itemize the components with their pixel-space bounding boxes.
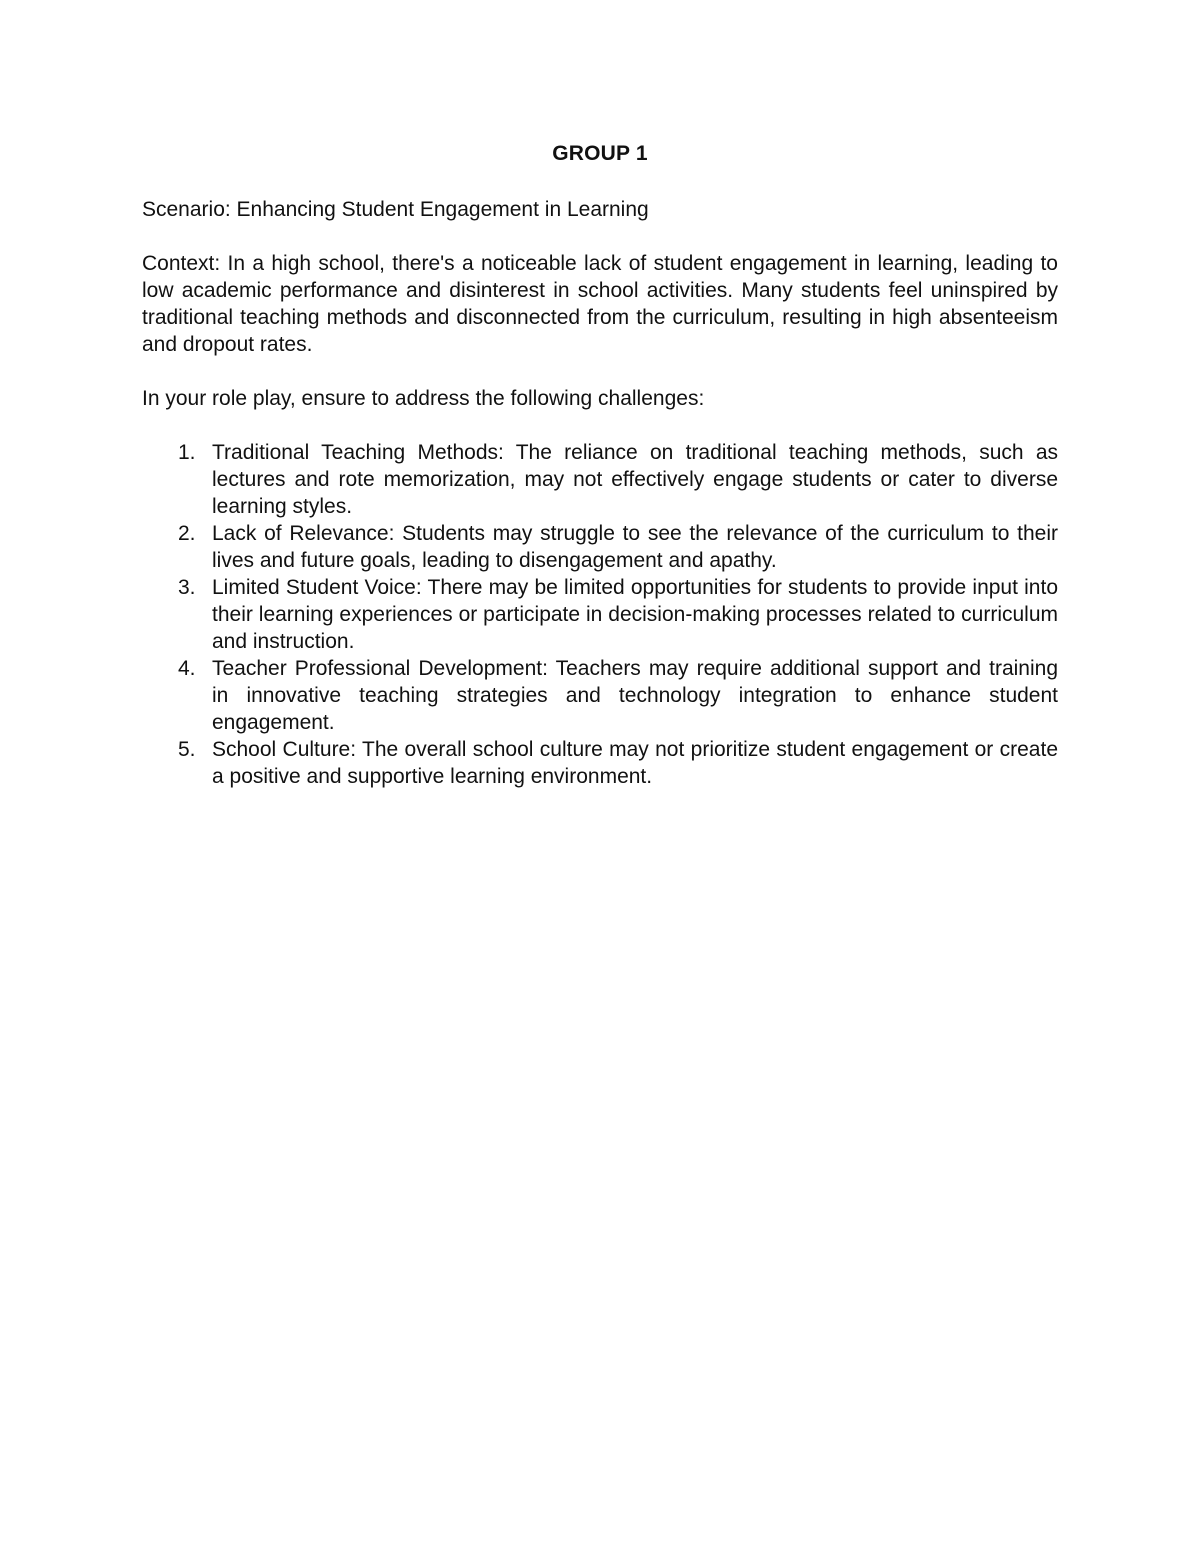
challenge-number-cell bbox=[142, 736, 212, 790]
challenge-number: 5. bbox=[178, 738, 196, 761]
challenge-number-cell bbox=[142, 655, 212, 736]
challenge-number-cell bbox=[142, 439, 212, 520]
document-body bbox=[142, 140, 1058, 790]
challenge-item bbox=[142, 520, 1058, 574]
context-paragraph: Context: In a high school, there's a noticeable lack of student engagement in learning, leading to low academic performance and disinterest in school activities. Many students feel uninspired by traditional teaching methods and disconnected from the curriculum, resulting in high absenteeism and dropout rates. bbox=[142, 252, 1058, 356]
challenge-number: 3. bbox=[178, 576, 196, 599]
challenges-list bbox=[142, 439, 1058, 790]
challenge-text: School Culture: The overall school culture may not prioritize student engagement or create a positive and supportive learning environment. bbox=[212, 738, 1058, 788]
challenge-number: 1. bbox=[178, 441, 196, 464]
challenge-item bbox=[142, 574, 1058, 655]
challenge-item bbox=[142, 439, 1058, 520]
instruction-line: In your role play, ensure to address the following challenges: bbox=[142, 387, 705, 410]
challenge-item bbox=[142, 736, 1058, 790]
document-title: GROUP 1 bbox=[552, 142, 648, 165]
challenge-text: Traditional Teaching Methods: The reliance on traditional teaching methods, such as lectures and rote memorization, may not effectively engage students or cater to diverse learning styles. bbox=[212, 441, 1058, 518]
challenge-text: Limited Student Voice: There may be limited opportunities for students to provide input into their learning experiences or participate in decision-making processes related to curriculum and instruction. bbox=[212, 576, 1058, 653]
challenge-number: 4. bbox=[178, 657, 196, 680]
challenge-text: Lack of Relevance: Students may struggle to see the relevance of the curriculum to their lives and future goals, leading to disengagement and apathy. bbox=[212, 522, 1058, 572]
challenge-number-cell bbox=[142, 574, 212, 655]
challenge-text: Teacher Professional Development: Teachers may require additional support and training in innovative teaching strategies and technology integration to enhance student engagement. bbox=[212, 657, 1058, 734]
challenge-number: 2. bbox=[178, 522, 196, 545]
scenario-line: Scenario: Enhancing Student Engagement in Learning bbox=[142, 198, 649, 221]
challenge-number-cell bbox=[142, 520, 212, 574]
challenge-item bbox=[142, 655, 1058, 736]
